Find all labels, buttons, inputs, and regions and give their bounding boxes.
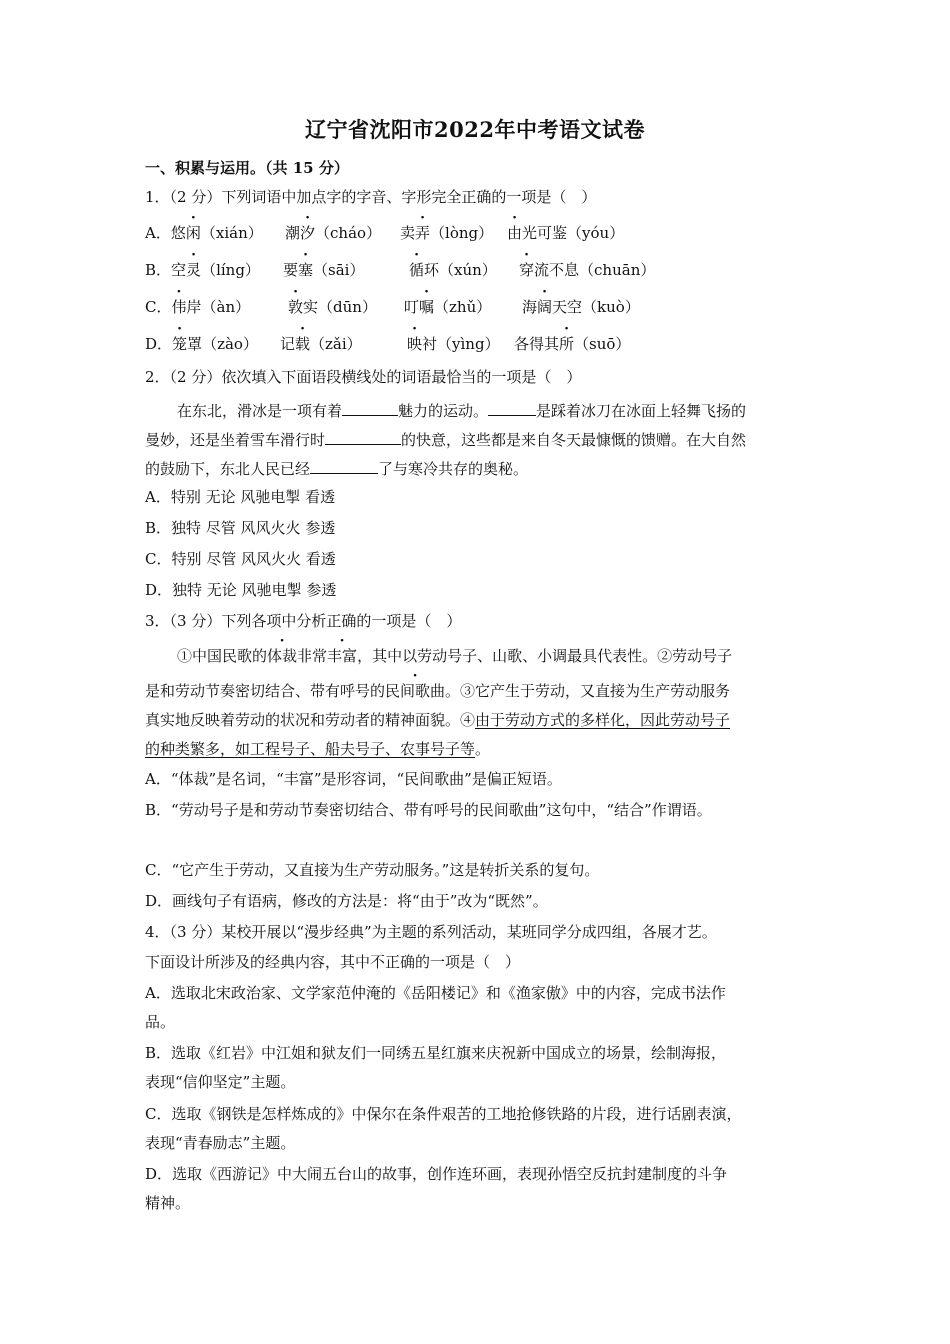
option-c: 表现“青春励志”主题。 [145, 1134, 296, 1152]
option-b: B．选取《红岩》中江姐和狱友们一同绣五星红旗来庆祝新中国成立的场景，绘制海报， [145, 1044, 727, 1062]
underlined-sentence: 由于劳动方式的多样化，因此劳动号子 [475, 711, 731, 729]
dotted-word: 丰富 [327, 647, 358, 665]
word-item: 潮汐（cháo） [285, 224, 382, 242]
question-3-stem: 3．（3 分）下列各项中分析正确的一项是（ ） [145, 612, 462, 630]
pinyin: （kuò） [582, 298, 640, 316]
pinyin: （zǎi） [310, 335, 362, 353]
dotted-char: 笼 [172, 335, 188, 353]
dotted-char: 弄 [415, 224, 431, 242]
pinyin: （chuān） [579, 261, 656, 279]
fill-blank [488, 399, 536, 416]
passage-line: 真实地反映着劳动的状况和劳动者的精神面貌。④由于劳动方式的多样化，因此劳动号子 [145, 711, 731, 729]
passage-line: 的鼓励下，东北人民已经 了与寒冷共存的奥秘。 [145, 457, 528, 480]
pinyin: （lòng） [430, 224, 494, 242]
option-d: D．选取《西游记》中大闹五台山的故事，创作连环画，表现孙悟空反抗封建制度的斗争 [145, 1165, 728, 1183]
fill-blank [325, 428, 401, 445]
dotted-char: 所 [559, 335, 575, 353]
option-a: 品。 [145, 1013, 176, 1031]
section-heading: 一、积累与运用。（共 15 分） [145, 159, 349, 177]
question-1-stem: 1．（2 分）下列词语中加点字的字音、字形完全正确的一项是（ ） [145, 188, 597, 206]
dotted-char: 阔 [537, 298, 553, 316]
dotted-word: 体裁 [267, 647, 298, 665]
pinyin: （zào） [202, 335, 258, 353]
dotted-char: 映 [407, 335, 423, 353]
question-2-stem: 2．（2 分）依次填入下面语段横线处的词语最恰当的一项是（ ） [145, 368, 582, 386]
passage-line: 曼妙，还是坐着雪车滑行时 的快意，这些都是来自冬天最慷慨的馈赠。在大自然 [145, 428, 746, 451]
option-c: C．特别 尽管 风风火火 看透 [145, 550, 336, 568]
option-d: D．画线句子有语病，修改的方法是：将“由于”改为“既然”。 [145, 892, 548, 910]
word-item: 映衬（yìng） [407, 335, 500, 353]
option-a: A．选取北宋政治家、文学家范仲淹的《岳阳楼记》和《渔家傲》中的内容，完成书法作 [145, 984, 726, 1002]
word-item: 敦实（dūn） [288, 298, 377, 316]
pinyin: （zhǔ） [434, 298, 492, 316]
pinyin: （xián） [200, 224, 263, 242]
option-d: D．独特 无论 风驰电掣 参透 [145, 581, 337, 599]
fill-blank [342, 399, 398, 416]
pinyin: （dūn） [318, 298, 377, 316]
option-c: C．“它产生于劳动，又直接为生产劳动服务。”这是转折关系的复句。 [145, 861, 600, 879]
word-item: 由光可鉴（yóu） [507, 224, 625, 242]
passage-line: 的种类繁多，如工程号子、船夫号子、农事号子等。 [145, 740, 491, 758]
option-b: 表现“信仰坚定”主题。 [145, 1073, 296, 1091]
option-b: B．独特 尽管 风风火火 参透 [145, 519, 336, 537]
dotted-word: 民间歌曲 [385, 682, 446, 700]
pinyin: （yìng） [437, 335, 500, 353]
word-item: C．伟岸（àn） [145, 298, 251, 316]
dotted-char: 汐 [300, 224, 316, 242]
dotted-char: 敦 [288, 298, 304, 316]
dotted-char: 循 [409, 261, 425, 279]
word-item: 海阔天空（kuò） [522, 298, 640, 316]
pinyin: （suō） [574, 335, 631, 353]
dotted-char: 灵 [186, 261, 202, 279]
word-item: A．悠闲（xián） [145, 224, 263, 242]
page-title: 辽宁省沈阳市2022年中考语文试卷 [305, 117, 645, 142]
dotted-char: 由 [507, 224, 523, 242]
word-item: 叮嘱（zhǔ） [404, 298, 492, 316]
pinyin: （sāi） [313, 261, 365, 279]
question-4-stem: 下面设计所涉及的经典内容，其中不正确的一项是（ ） [145, 953, 521, 971]
word-item: 穿流不息（chuān） [519, 261, 656, 279]
dotted-char: 闲 [185, 224, 201, 242]
word-item: B．空灵（líng） [145, 261, 260, 279]
dotted-char: 塞 [298, 261, 314, 279]
pinyin: （àn） [201, 298, 251, 316]
word-item: 记载（zǎi） [280, 335, 362, 353]
option-b: B．“劳动号子是和劳动节奏密切结合、带有呼号的民间歌曲”这句中，“结合”作谓语。 [145, 801, 712, 819]
option-c: C．选取《钢铁是怎样炼成的》中保尔在条件艰苦的工地抢修铁路的片段，进行话剧表演， [145, 1105, 742, 1123]
dotted-char: 伟 [171, 298, 187, 316]
word-item: 循环（xún） [409, 261, 497, 279]
option-d: 精神。 [145, 1194, 191, 1212]
word-item: 卖弄（lòng） [400, 224, 494, 242]
passage-line: 是和劳动节奏密切结合、带有呼号的民间歌曲。③它产生于劳动，又直接为生产劳动服务 [145, 682, 731, 700]
dotted-char: 穿 [519, 261, 535, 279]
pinyin: （yóu） [567, 224, 625, 242]
option-a: A．特别 无论 风驰电掣 看透 [145, 488, 336, 506]
pinyin: （líng） [201, 261, 260, 279]
option-a: A．“体裁”是名词，“丰富”是形容词，“民间歌曲”是偏正短语。 [145, 770, 562, 788]
fill-blank [310, 457, 378, 474]
pinyin: （xún） [439, 261, 497, 279]
question-4-stem: 4．（3 分）某校开展以“漫步经典”为主题的系列活动，某班同学分成四组，各展才艺。 [145, 923, 717, 941]
word-item: D．笼罩（zào） [145, 335, 258, 353]
pinyin: （cháo） [315, 224, 382, 242]
underlined-sentence: 的种类繁多，如工程号子、船夫号子、农事号子等 [145, 740, 476, 758]
dotted-char: 嘱 [419, 298, 435, 316]
dotted-char: 载 [295, 335, 311, 353]
passage-line: 在东北，滑冰是一项有着 魅力的运动。 是踩着冰刀在冰面上轻舞飞扬的 [177, 399, 746, 422]
word-item: 各得其所（suō） [514, 335, 631, 353]
word-item: 要塞（sāi） [283, 261, 365, 279]
passage-line: ①中国民歌的体裁非常丰富，其中以劳动号子、山歌、小调最具代表性。②劳动号子 [177, 647, 733, 665]
